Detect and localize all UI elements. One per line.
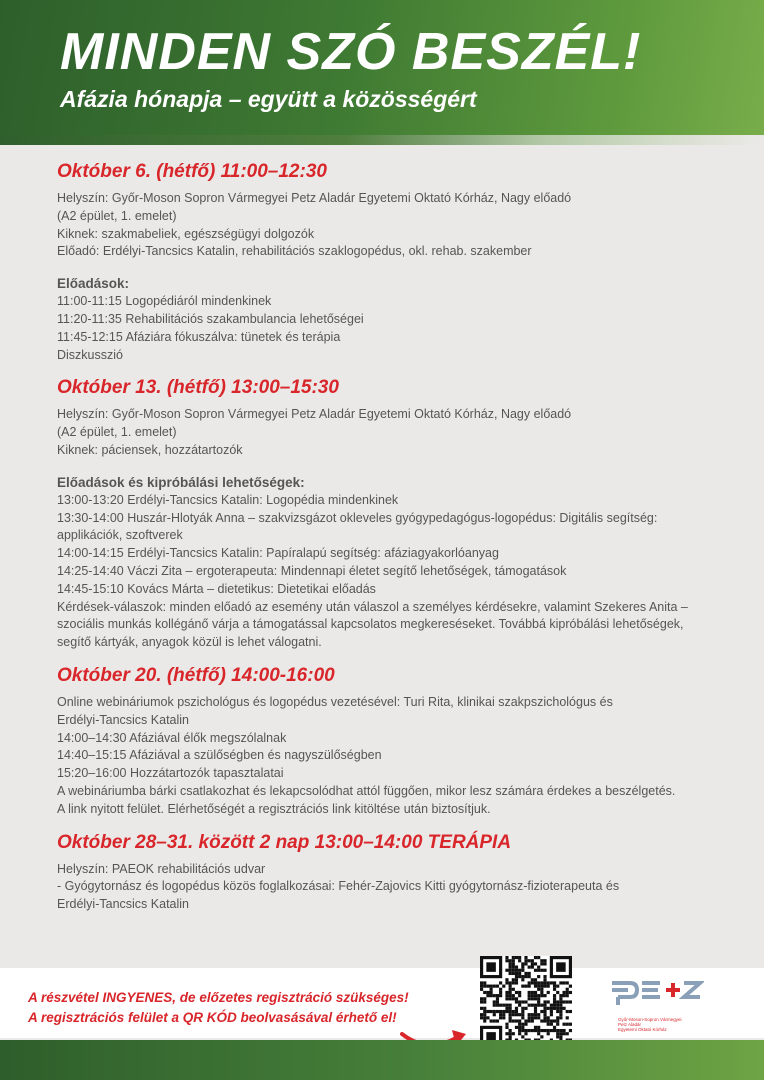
logo-caption-line: Győr-Moson-Sopron Vármegyei [618, 1017, 682, 1022]
program-item: applikációk, szoftverek [57, 528, 183, 543]
logo-caption-line: Egyetemi Oktató Kórház [618, 1027, 667, 1032]
event-detail: Kiknek: szakmabeliek, egészségügyi dolgozók [57, 226, 315, 241]
page-title: MINDEN SZÓ BESZÉL! [60, 23, 642, 81]
event-oct-6 [57, 160, 707, 364]
event-title: Október 13. (hétfő) 13:00–15:30 [57, 377, 339, 399]
page-subtitle: Afázia hónapja – együtt a közösségért [60, 86, 477, 112]
event-list [57, 160, 707, 926]
event-subheading: Előadások: [57, 276, 130, 292]
qr-instruction-text: A regisztrációs felület a QR KÓD beolvasásával érhető el! [28, 1010, 397, 1025]
program-item: 11:00-11:15 Logopédiáról mindenkinek [57, 294, 272, 309]
event-detail: Előadó: Erdélyi-Tancsics Katalin, rehabilitációs szaklogopédus, okl. rehab. szakember [57, 244, 532, 259]
event-detail: (A2 épület, 1. emelet) [57, 208, 177, 223]
event-detail: 14:00–14:30 Afáziával élők megszólalnak [57, 730, 287, 745]
event-title: Október 20. (hétfő) 14:00-16:00 [57, 664, 335, 686]
event-oct-28-31 [57, 831, 707, 914]
program-item: 13:00-13:20 Erdélyi-Tancsics Katalin: Logopédia mindenkinek [57, 492, 399, 507]
event-detail: Online webináriumok pszichológus és logopédus vezetésével: Turi Rita, klinikai szakpszichológus és [57, 694, 613, 709]
event-detail: Erdélyi-Tancsics Katalin [57, 712, 189, 727]
program-item: 14:45-15:10 Kovács Márta – dietetikus: Dietetikai előadás [57, 581, 376, 596]
event-detail: - Gyógytornász és logopédus közös foglalkozásai: Fehér-Zajovics Kitti gyógytornász-fizioterapeuta és [57, 879, 620, 894]
logo-caption [608, 1017, 720, 1032]
hospital-logo [608, 978, 720, 1032]
program-item: 13:30-14:00 Huszár-Hlotyák Anna – szakvizsgázot okleveles gyógypedagógus-logopédus: Digitális segítség: [57, 510, 658, 525]
event-detail: Erdélyi-Tancsics Katalin [57, 897, 189, 912]
registration-notice [28, 988, 458, 1028]
event-detail: 14:40–15:15 Afáziával a szülőségben és nagyszülőségben [57, 748, 382, 763]
qr-code[interactable] [480, 956, 572, 1048]
program-item: 14:25-14:40 Váczi Zita – ergoterapeuta: Mindennapi életet segítő lehetőségek, támogatások [57, 563, 567, 578]
program-item: 14:00-14:15 Erdélyi-Tancsics Katalin: Papíralapú segítség: afáziagyakorlóanyag [57, 546, 499, 561]
event-title: Október 6. (hétfő) 11:00–12:30 [57, 161, 327, 182]
header-banner [0, 0, 764, 145]
program-item: 11:45-12:15 Afáziára fókuszálva: tünetek és terápia [57, 329, 341, 344]
free-participation-text: A részvétel INGYENES, de előzetes regisztráció szükséges! [28, 990, 409, 1005]
event-detail: 15:20–16:00 Hozzátartozók tapasztalatai [57, 766, 284, 781]
event-subheading: Előadások és kipróbálási lehetőségek: [57, 474, 305, 490]
event-detail: Helyszín: PAEOK rehabilitációs udvar [57, 861, 266, 876]
event-detail: A webináriumba bárki csatlakozhat és lekapcsolódhat attól függően, mikor lesz számára érdekes a beszélgetés. [57, 783, 676, 798]
event-detail: A link nyitott felület. Elérhetőségét a regisztrációs link kitöltése után biztosítjuk. [57, 801, 491, 816]
footer-bar [0, 1040, 764, 1080]
event-title: Október 28–31. között 2 nap 13:00–14:00 TERÁPIA [57, 831, 512, 853]
logo-caption-line: Petz Aladár [618, 1022, 642, 1027]
event-detail: (A2 épület, 1. emelet) [57, 425, 177, 440]
event-detail: Kiknek: páciensek, hozzátartozók [57, 442, 243, 457]
event-oct-13 [57, 376, 707, 652]
petz-logo-icon [608, 978, 704, 1008]
program-item: szociális munkás kollégánő várja a támogatással kapcsolatos megkereséseket. Továbbá kipróbálási lehetőségek, [57, 617, 684, 632]
program-item: Diszkusszió [57, 347, 123, 362]
program-item: Kérdések-válaszok: minden előadó az esemény után válaszol a személyes kérdésekre, valamint Szekeres Anita – [57, 599, 688, 614]
program-item: segítő kártyák, anyagok közül is lehet válogatni. [57, 635, 322, 650]
program-item: 11:20-11:35 Rehabilitációs szakambulancia lehetőségei [57, 311, 364, 326]
event-detail: Helyszín: Győr-Moson Sopron Vármegyei Petz Aladár Egyetemi Oktató Kórház, Nagy előadó [57, 191, 572, 205]
event-oct-20 [57, 664, 707, 819]
qr-code-icon [480, 956, 572, 1048]
event-detail: Helyszín: Győr-Moson Sopron Vármegyei Petz Aladár Egyetemi Oktató Kórház, Nagy előadó [57, 407, 572, 422]
